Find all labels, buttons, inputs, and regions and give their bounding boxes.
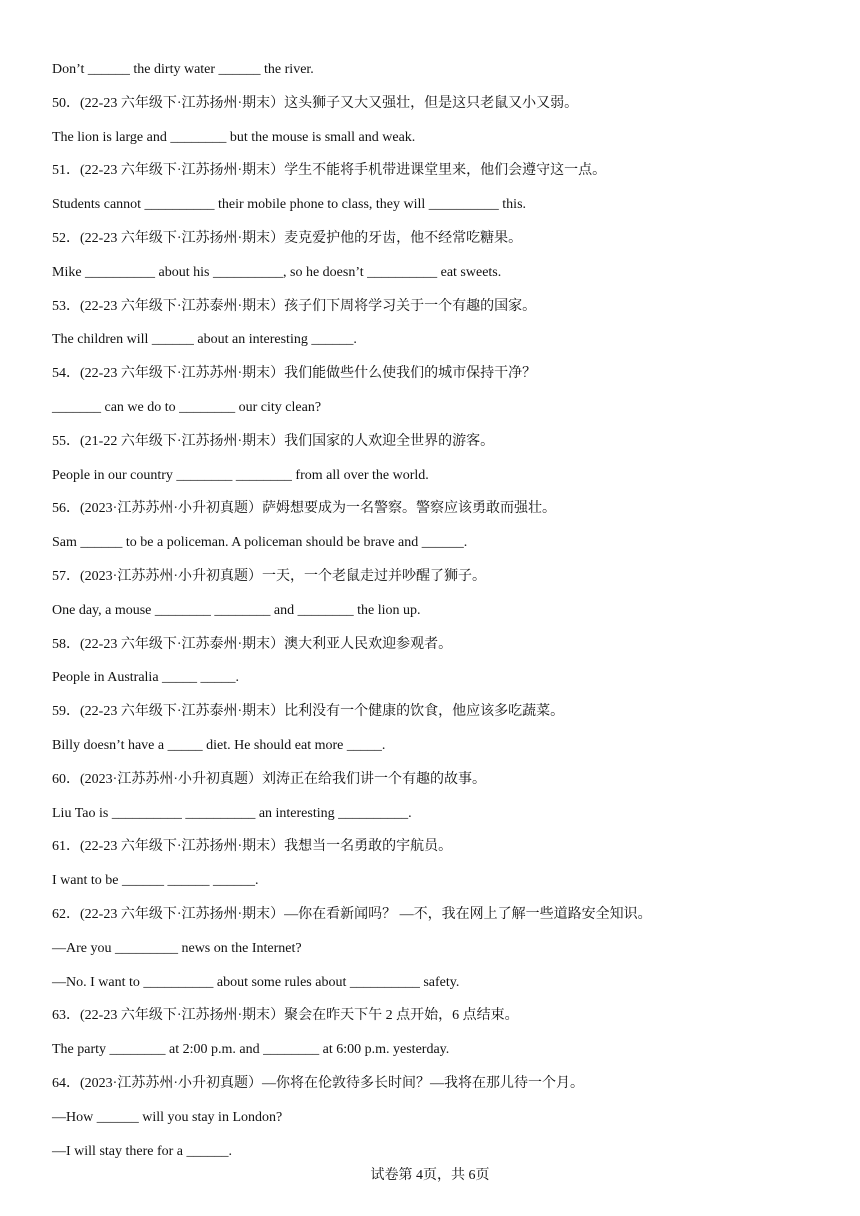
answer-line: The lion is large and ________ but the mouse is small and weak. (52, 130, 416, 145)
answer-line: Sam ______ to be a policeman. A policeman should be brave and ______. (52, 535, 468, 550)
answer-line: —I will stay there for a ______. (52, 1144, 233, 1159)
question-prompt: 64．(2023·江苏苏州·小升初真题）—你将在伦敦待多长时间？—我将在那儿待一个月。 (52, 1076, 584, 1091)
question-prompt: 50．(22-23 六年级下·江苏扬州·期末）这头狮子又大又强壮，但是这只老鼠又小又弱。 (52, 96, 579, 111)
answer-line: I want to be ______ ______ ______. (52, 873, 259, 888)
answer-line: Billy doesn’t have a _____ diet. He should eat more _____. (52, 738, 386, 753)
answer-line: Liu Tao is __________ __________ an interesting __________. (52, 806, 412, 821)
question-prompt: 56．(2023·江苏苏州·小升初真题）萨姆想要成为一名警察。警察应该勇敢而强壮。 (52, 501, 556, 516)
question-prompt: 59．(22-23 六年级下·江苏泰州·期末）比利没有一个健康的饮食，他应该多吃蔬菜。 (52, 704, 565, 719)
question-prompt: 55．(21-22 六年级下·江苏扬州·期末）我们国家的人欢迎全世界的游客。 (52, 434, 495, 449)
answer-line: Mike __________ about his __________, so he doesn’t __________ eat sweets. (52, 265, 502, 280)
question-prompt: 58．(22-23 六年级下·江苏泰州·期末）澳大利亚人民欢迎参观者。 (52, 637, 453, 652)
question-prompt: 63．(22-23 六年级下·江苏扬州·期末）聚会在昨天下午 2 点开始，6 点结束。 (52, 1008, 519, 1023)
question-prompt: 62．(22-23 六年级下·江苏扬州·期末）—你在看新闻吗？ —不，我在网上了解一些道路安全知识。 (52, 907, 652, 922)
question-prompt: 57．(2023·江苏苏州·小升初真题）一天，一个老鼠走过并吵醒了狮子。 (52, 569, 486, 584)
question-prompt: 60．(2023·江苏苏州·小升初真题）刘涛正在给我们讲一个有趣的故事。 (52, 772, 486, 787)
question-prompt: 53．(22-23 六年级下·江苏泰州·期末）孩子们下周将学习关于一个有趣的国家。 (52, 299, 537, 314)
answer-line: _______ can we do to ________ our city clean? (52, 400, 322, 415)
answer-line: People in Australia _____ _____. (52, 670, 240, 685)
answer-line: —Are you _________ news on the Internet? (52, 941, 302, 956)
question-prompt: 52．(22-23 六年级下·江苏扬州·期末）麦克爱护他的牙齿，他不经常吃糖果。 (52, 231, 523, 246)
answer-line: The children will ______ about an interesting ______. (52, 332, 357, 347)
question-prompt: 61．(22-23 六年级下·江苏扬州·期末）我想当一名勇敢的宇航员。 (52, 839, 453, 854)
answer-line: —No. I want to __________ about some rules about __________ safety. (52, 975, 460, 990)
page-footer: 试卷第 4页，共 6页 (370, 1168, 490, 1183)
question-prompt: 51．(22-23 六年级下·江苏扬州·期末）学生不能将手机带进课堂里来，他们会遵守这一点。 (52, 163, 607, 178)
answer-line: —How ______ will you stay in London? (52, 1110, 283, 1125)
answer-line: One day, a mouse ________ ________ and ________ the lion up. (52, 603, 421, 618)
answer-line: The party ________ at 2:00 p.m. and ________ at 6:00 p.m. yesterday. (52, 1042, 450, 1057)
answer-line: Don’t ______ the dirty water ______ the river. (52, 62, 314, 77)
question-prompt: 54．(22-23 六年级下·江苏苏州·期末）我们能做些什么使我们的城市保持干净？ (52, 366, 537, 381)
answer-line: People in our country ________ ________ from all over the world. (52, 468, 429, 483)
answer-line: Students cannot __________ their mobile phone to class, they will __________ this. (52, 197, 527, 212)
